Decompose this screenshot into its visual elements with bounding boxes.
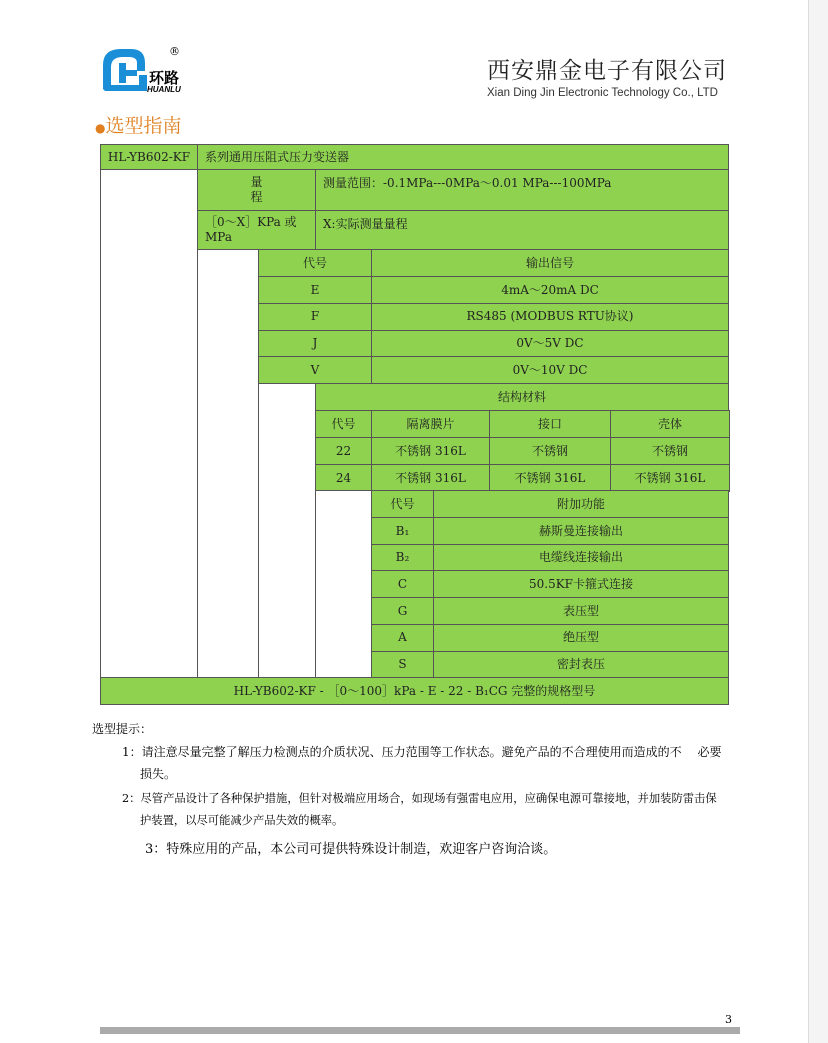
model-cell: HL-YB602-KF — [100, 144, 198, 170]
function-code: G — [371, 597, 434, 625]
range-label: 量 程 — [197, 169, 316, 211]
material-title: 结构材料 — [315, 383, 729, 411]
output-signal: 0V～10V DC — [371, 356, 729, 384]
company-name-en: Xian Ding Jin Electronic Technology Co., LTD — [487, 87, 718, 99]
material-cell: 不锈钢 — [610, 437, 730, 465]
blank-col-1 — [100, 169, 198, 678]
function-desc: 表压型 — [433, 597, 729, 625]
material-header-cell: 接口 — [489, 410, 611, 438]
company-name-cn: 西安鼎金电子有限公司 — [487, 58, 727, 84]
material-header-cell: 隔离膜片 — [371, 410, 490, 438]
series-cell: 系列通用压阻式压力变送器 — [197, 144, 729, 170]
material-cell: 不锈钢 — [489, 437, 611, 465]
function-desc: 密封表压 — [433, 651, 729, 679]
output-code: J — [258, 330, 372, 358]
blank-col-4 — [315, 490, 372, 678]
tip-2-cont: 护装置，以尽可能减少产品失效的概率。 — [140, 814, 344, 827]
range-unit-desc: X:实际测量量程 — [315, 210, 729, 250]
output-signal-header: 输出信号 — [371, 249, 729, 277]
range-unit: ［0～X］KPa 或 MPa — [197, 210, 316, 250]
material-header-cell: 壳体 — [610, 410, 730, 438]
footer-bar — [100, 1027, 740, 1034]
output-signal: RS485 (MODBUS RTU协议) — [371, 303, 729, 331]
company-header — [487, 52, 727, 99]
material-cell: 22 — [315, 437, 372, 465]
material-cell: 24 — [315, 464, 372, 492]
range-value: 测量范围：-0.1MPa---0MPa～0.01 MPa---100MPa — [315, 169, 729, 211]
logo-text-en: HUANLU — [147, 85, 181, 94]
material-cell: 不锈钢 316L — [489, 464, 611, 492]
function-desc-header: 附加功能 — [433, 490, 729, 518]
function-desc: 电缆线连接输出 — [433, 544, 729, 572]
section-title: ●选型指南 — [95, 115, 182, 137]
tip-1-cont: 损失。 — [140, 767, 177, 781]
tip-3: 3：特殊应用的产品，本公司可提供特殊设计制造，欢迎客户咨询洽谈。 — [145, 842, 557, 857]
material-cell: 不锈钢 316L — [610, 464, 730, 492]
tip-2: 2：尽管产品设计了各种保护措施，但针对极端应用场合，如现场有强雷电应用，应确保电源可靠接地，并加装防雷击保 — [122, 792, 717, 805]
function-code-header: 代号 — [371, 490, 434, 518]
tips-title: 选型提示： — [92, 722, 153, 736]
function-code: C — [371, 570, 434, 598]
function-code: A — [371, 624, 434, 652]
logo-text-cn: 环路 — [149, 69, 180, 87]
material-header-cell: 代号 — [315, 410, 372, 438]
section-title-text: 选型指南 — [105, 115, 182, 137]
material-cell: 不锈钢 316L — [371, 437, 490, 465]
function-code: S — [371, 651, 434, 679]
material-cell: 不锈钢 316L — [371, 464, 490, 492]
example-model-row: HL-YB602-KF - ［0～100］kPa - E - 22 - B₁CG 完整的规格型号 — [100, 677, 729, 705]
output-code: F — [258, 303, 372, 331]
output-signal: 4mA～20mA DC — [371, 276, 729, 304]
function-desc: 绝压型 — [433, 624, 729, 652]
blank-col-3 — [258, 383, 316, 678]
function-desc: 50.5KF卡箍式连接 — [433, 570, 729, 598]
output-code: V — [258, 356, 372, 384]
function-desc: 赫斯曼连接输出 — [433, 517, 729, 545]
tip-1: 1：请注意尽量完整了解压力检测点的介质状况、压力范围等工作状态。避免产品的不合理使用而造成的不 必要 — [122, 745, 722, 759]
output-code: E — [258, 276, 372, 304]
registered-mark: ® — [169, 45, 180, 58]
huanlu-logo — [97, 45, 187, 101]
output-code-header: 代号 — [258, 249, 372, 277]
page-number: 3 — [725, 1013, 732, 1026]
function-code: B₂ — [371, 544, 434, 572]
output-signal: 0V～5V DC — [371, 330, 729, 358]
function-code: B₁ — [371, 517, 434, 545]
blank-col-2 — [197, 249, 259, 678]
